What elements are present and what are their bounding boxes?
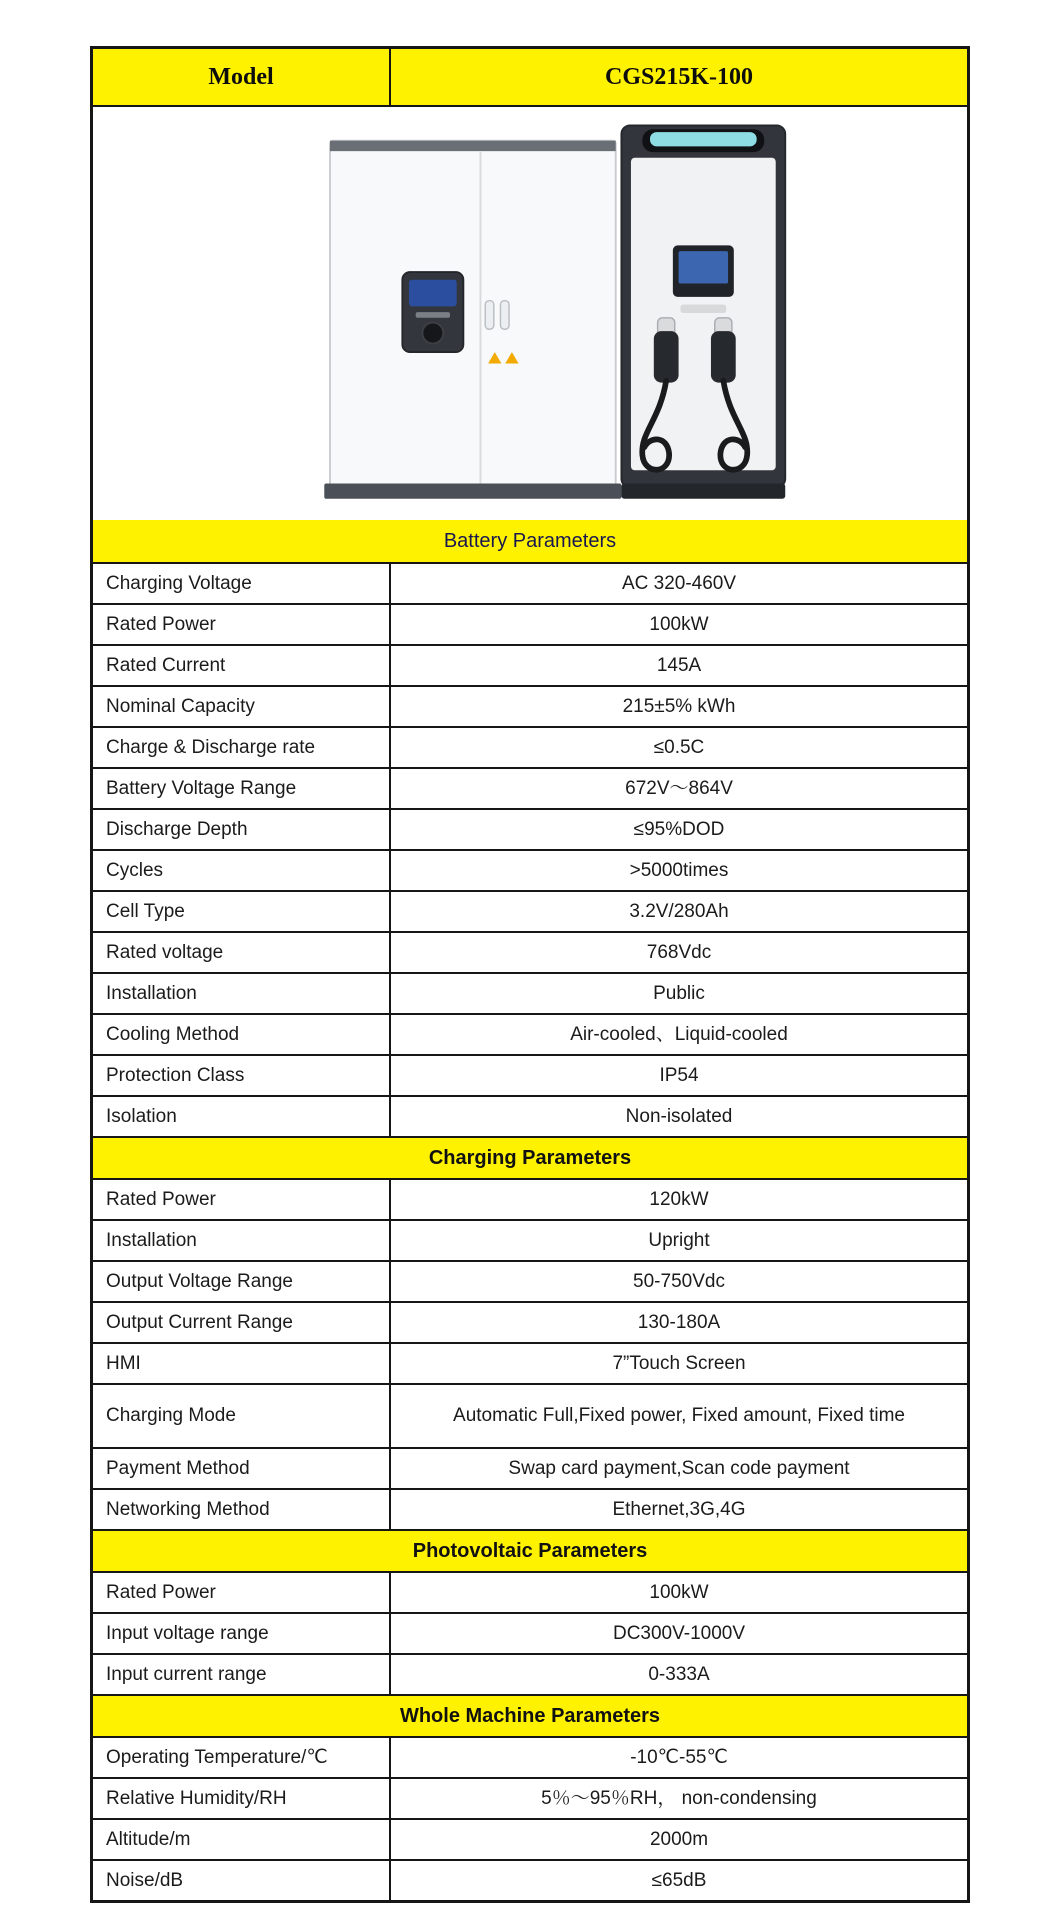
param-value: 100kW bbox=[649, 613, 709, 635]
spec-row-input-current-range bbox=[93, 1653, 967, 1694]
param-label: Rated Power bbox=[93, 605, 391, 644]
param-label: Protection Class bbox=[93, 1056, 391, 1095]
param-label: Cell Type bbox=[93, 892, 391, 931]
param-value: ≤65dB bbox=[651, 1869, 707, 1891]
param-label: Noise/dB bbox=[93, 1861, 391, 1900]
param-value: 145A bbox=[656, 654, 702, 676]
spec-row-battery-voltage-range bbox=[93, 767, 967, 808]
param-label: Installation bbox=[93, 1221, 391, 1260]
section-header-charging-parameters bbox=[93, 1136, 967, 1178]
spec-row-output-voltage-range bbox=[93, 1260, 967, 1301]
param-value: 672V～864V bbox=[625, 777, 733, 799]
section-title: Battery Parameters bbox=[443, 529, 617, 552]
spec-table bbox=[90, 46, 970, 1903]
spec-row-rated-voltage bbox=[93, 931, 967, 972]
cabinet-body bbox=[330, 140, 616, 487]
spec-row-rated-current bbox=[93, 644, 967, 685]
spec-row-payment-method bbox=[93, 1447, 967, 1488]
param-value: AC 320-460V bbox=[621, 572, 737, 594]
spec-row-installation bbox=[93, 1219, 967, 1260]
param-label: Charge & Discharge rate bbox=[93, 728, 391, 767]
param-value: IP54 bbox=[659, 1064, 699, 1086]
param-value: Non-isolated bbox=[625, 1105, 733, 1127]
param-label: Cooling Method bbox=[93, 1015, 391, 1054]
param-label: Payment Method bbox=[93, 1449, 391, 1488]
spec-row-noise-db bbox=[93, 1859, 967, 1900]
param-label: Relative Humidity/RH bbox=[93, 1779, 391, 1818]
gun-holster-right bbox=[711, 331, 736, 382]
product-image bbox=[250, 114, 810, 514]
param-label: Output Current Range bbox=[93, 1303, 391, 1342]
gun-holster-left bbox=[654, 331, 679, 382]
spec-row-relative-humidity-rh bbox=[93, 1777, 967, 1818]
pile-base bbox=[621, 483, 785, 498]
model-header-label: Model bbox=[93, 49, 391, 105]
cabinet-card-slot bbox=[416, 312, 450, 318]
spec-row-rated-power bbox=[93, 603, 967, 644]
param-value: Air-cooled、Liquid-cooled bbox=[570, 1023, 788, 1045]
spec-row-protection-class bbox=[93, 1054, 967, 1095]
param-value: Public bbox=[653, 982, 705, 1004]
param-label: Cycles bbox=[93, 851, 391, 890]
param-label: Isolation bbox=[93, 1097, 391, 1136]
param-value: Automatic Full,Fixed power, Fixed amount, Fixed time bbox=[453, 1405, 905, 1427]
pile-card-reader bbox=[680, 304, 726, 313]
param-label: Input current range bbox=[93, 1655, 391, 1694]
param-value: 0-333A bbox=[648, 1663, 710, 1685]
spec-row-cycles bbox=[93, 849, 967, 890]
section-header-battery-parameters bbox=[93, 520, 967, 562]
pile-top-handle bbox=[650, 132, 757, 146]
spec-row-isolation bbox=[93, 1095, 967, 1136]
param-value: ≤0.5C bbox=[653, 736, 705, 758]
param-label: Operating Temperature/℃ bbox=[93, 1738, 391, 1777]
spec-row-input-voltage-range bbox=[93, 1612, 967, 1653]
param-label: Nominal Capacity bbox=[93, 687, 391, 726]
param-value: 130-180A bbox=[637, 1311, 721, 1333]
param-value: 50-750Vdc bbox=[633, 1270, 725, 1292]
section-header-photovoltaic-parameters bbox=[93, 1529, 967, 1571]
product-image-row bbox=[93, 105, 967, 520]
param-value: 768Vdc bbox=[646, 941, 712, 963]
cabinet-base bbox=[324, 483, 621, 498]
spec-sections bbox=[93, 520, 967, 1900]
param-value: 120kW bbox=[649, 1188, 709, 1210]
door-handle-right bbox=[500, 300, 509, 329]
param-value: >5000times bbox=[629, 859, 729, 881]
section-title: Charging Parameters bbox=[428, 1146, 632, 1169]
param-value: Ethernet,3G,4G bbox=[612, 1498, 746, 1520]
param-label: Discharge Depth bbox=[93, 810, 391, 849]
param-value: -10℃-55℃ bbox=[630, 1746, 728, 1768]
section-title: Whole Machine Parameters bbox=[399, 1704, 661, 1727]
param-label: Rated Power bbox=[93, 1180, 391, 1219]
param-label: Output Voltage Range bbox=[93, 1262, 391, 1301]
spec-row-cooling-method bbox=[93, 1013, 967, 1054]
param-label: HMI bbox=[93, 1344, 391, 1383]
power-cabinet bbox=[324, 140, 621, 498]
param-label: Rated voltage bbox=[93, 933, 391, 972]
param-label: Rated Current bbox=[93, 646, 391, 685]
param-value: Upright bbox=[648, 1229, 710, 1251]
pile-screen bbox=[679, 251, 729, 283]
spec-row-rated-power bbox=[93, 1571, 967, 1612]
spec-row-charge-discharge-rate bbox=[93, 726, 967, 767]
spec-row-cell-type bbox=[93, 890, 967, 931]
param-value: 215±5% kWh bbox=[622, 695, 736, 717]
spec-row-hmi bbox=[93, 1342, 967, 1383]
param-value: DC300V-1000V bbox=[612, 1622, 746, 1644]
param-label: Charging Voltage bbox=[93, 564, 391, 603]
charging-pile bbox=[621, 125, 785, 498]
cabinet-top-strip bbox=[330, 140, 616, 150]
param-value: 100kW bbox=[649, 1581, 709, 1603]
param-value: 5％～95％RH， non-condensing bbox=[541, 1787, 817, 1809]
param-label: Rated Power bbox=[93, 1573, 391, 1612]
param-value: 7”Touch Screen bbox=[612, 1352, 746, 1374]
spec-row-operating-temperature bbox=[93, 1736, 967, 1777]
param-value: 3.2V/280Ah bbox=[629, 900, 729, 922]
spec-row-networking-method bbox=[93, 1488, 967, 1529]
param-label: Networking Method bbox=[93, 1490, 391, 1529]
spec-row-charging-mode bbox=[93, 1383, 967, 1447]
spec-sheet bbox=[90, 46, 970, 1903]
param-label: Battery Voltage Range bbox=[93, 769, 391, 808]
section-header-whole-machine-parameters bbox=[93, 1694, 967, 1736]
model-number: CGS215K-100 bbox=[604, 64, 753, 90]
param-label: Installation bbox=[93, 974, 391, 1013]
spec-row-installation bbox=[93, 972, 967, 1013]
cabinet-dial bbox=[422, 322, 443, 343]
param-label: Input voltage range bbox=[93, 1614, 391, 1653]
spec-row-altitude-m bbox=[93, 1818, 967, 1859]
cabinet-screen bbox=[409, 279, 457, 306]
param-value: 2000m bbox=[649, 1828, 709, 1850]
param-value: Swap card payment,Scan code payment bbox=[508, 1457, 850, 1479]
model-header-row bbox=[93, 49, 967, 105]
param-value: ≤95%DOD bbox=[633, 818, 725, 840]
spec-row-output-current-range bbox=[93, 1301, 967, 1342]
spec-row-rated-power bbox=[93, 1178, 967, 1219]
param-label: Altitude/m bbox=[93, 1820, 391, 1859]
param-label: Charging Mode bbox=[93, 1385, 391, 1447]
door-handle-left bbox=[485, 300, 494, 329]
spec-row-charging-voltage bbox=[93, 562, 967, 603]
section-title: Photovoltaic Parameters bbox=[412, 1539, 648, 1562]
spec-row-discharge-depth bbox=[93, 808, 967, 849]
spec-row-nominal-capacity bbox=[93, 685, 967, 726]
